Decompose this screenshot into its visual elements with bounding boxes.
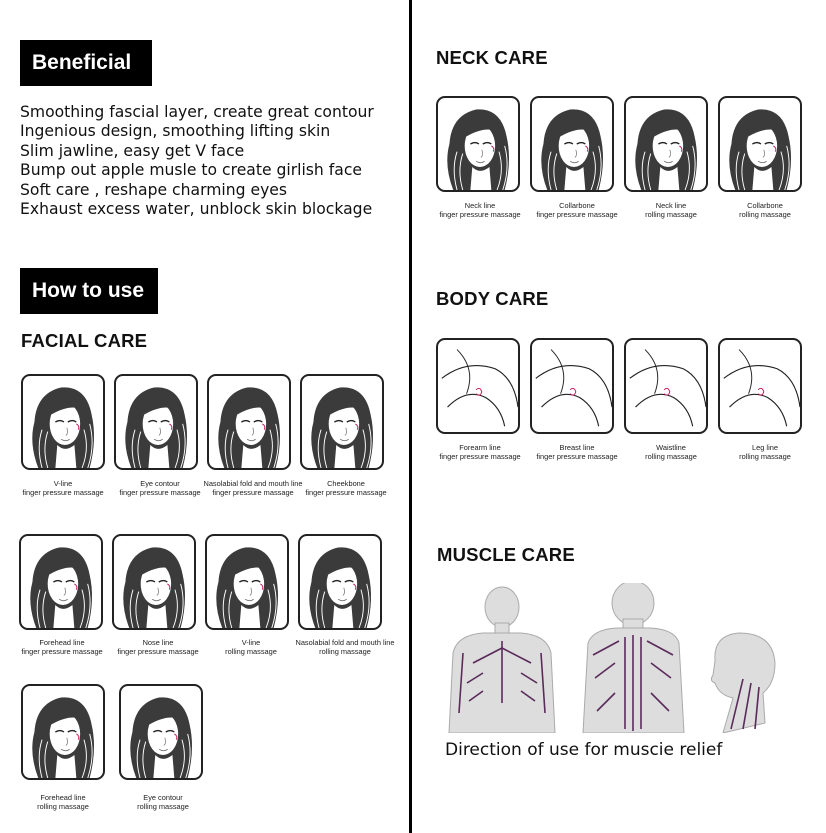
benefit-item: Smoothing fascial layer, create great contour (20, 103, 374, 121)
vertical-divider (409, 0, 412, 833)
card-caption: Neck line finger pressure massage (439, 201, 521, 219)
card-caption: Neck line rolling massage (645, 201, 697, 219)
body-care-title: BODY CARE (436, 288, 549, 309)
facial-nasolabial-pressure-image (207, 374, 291, 470)
card-caption: Nasolabial fold and mouth line rolling massage (295, 638, 395, 656)
card-caption: Nose line finger pressure massage (117, 638, 199, 656)
facial-vline-rolling-image (205, 534, 289, 630)
collarbone-rolling-image (718, 96, 802, 192)
facial-eye-contour-rolling-image (119, 684, 203, 780)
facial-nose-pressure-image (112, 534, 196, 630)
muscle-direction-illustration (443, 583, 783, 733)
benefit-item: Soft care , reshape charming eyes (20, 180, 288, 199)
card-caption: Leg line rolling massage (739, 443, 791, 461)
facial-eye-contour-pressure-image (114, 374, 198, 470)
benefit-item: Bump out apple musle to create girlish face (20, 161, 362, 180)
muscle-care-caption: Direction of use for muscie relief (445, 740, 723, 760)
card-caption: Forearm line finger pressure massage (439, 443, 521, 461)
benefit-item: Slim jawline, easy get V face (20, 141, 245, 160)
leg-rolling-image (718, 338, 802, 434)
neck-line-pressure-image (436, 96, 520, 192)
card-caption: Eye contour rolling massage (137, 793, 189, 811)
card-caption: Eye contour finger pressure massage (119, 479, 201, 497)
benefit-list (20, 103, 374, 219)
card-caption: Waistline rolling massage (645, 443, 697, 461)
forearm-pressure-image (436, 338, 520, 434)
benefit-item: Ingenious design, smoothing lifting skin (20, 122, 331, 141)
facial-nasolabial-rolling-image (298, 534, 382, 630)
benefit-item: Exhaust excess water, unblock skin blockage (20, 200, 373, 219)
neck-care-title: NECK CARE (436, 47, 548, 68)
card-caption: Nasolabial fold and mouth line finger pressure massage (203, 479, 303, 497)
facial-forehead-rolling-image (21, 684, 105, 780)
collarbone-pressure-image (530, 96, 614, 192)
facial-forehead-pressure-image (19, 534, 103, 630)
card-caption: Breast line finger pressure massage (536, 443, 618, 461)
card-caption: Cheekbone finger pressure massage (305, 479, 387, 497)
muscle-care-title: MUSCLE CARE (437, 544, 575, 565)
facial-vline-pressure-image (21, 374, 105, 470)
card-caption: Collarbone rolling massage (739, 201, 791, 219)
facial-care-title: FACIAL CARE (21, 330, 148, 351)
card-caption: Forehead line finger pressure massage (21, 638, 103, 656)
card-caption: Collarbone finger pressure massage (536, 201, 618, 219)
card-caption: V-line rolling massage (225, 638, 277, 656)
waistline-rolling-image (624, 338, 708, 434)
facial-cheekbone-pressure-image (300, 374, 384, 470)
card-caption: Forehead line rolling massage (37, 793, 89, 811)
how-to-use-heading: How to use (20, 268, 158, 314)
card-caption: V-line finger pressure massage (22, 479, 104, 497)
breast-pressure-image (530, 338, 614, 434)
beneficial-heading: Beneficial (20, 40, 152, 86)
neck-line-rolling-image (624, 96, 708, 192)
